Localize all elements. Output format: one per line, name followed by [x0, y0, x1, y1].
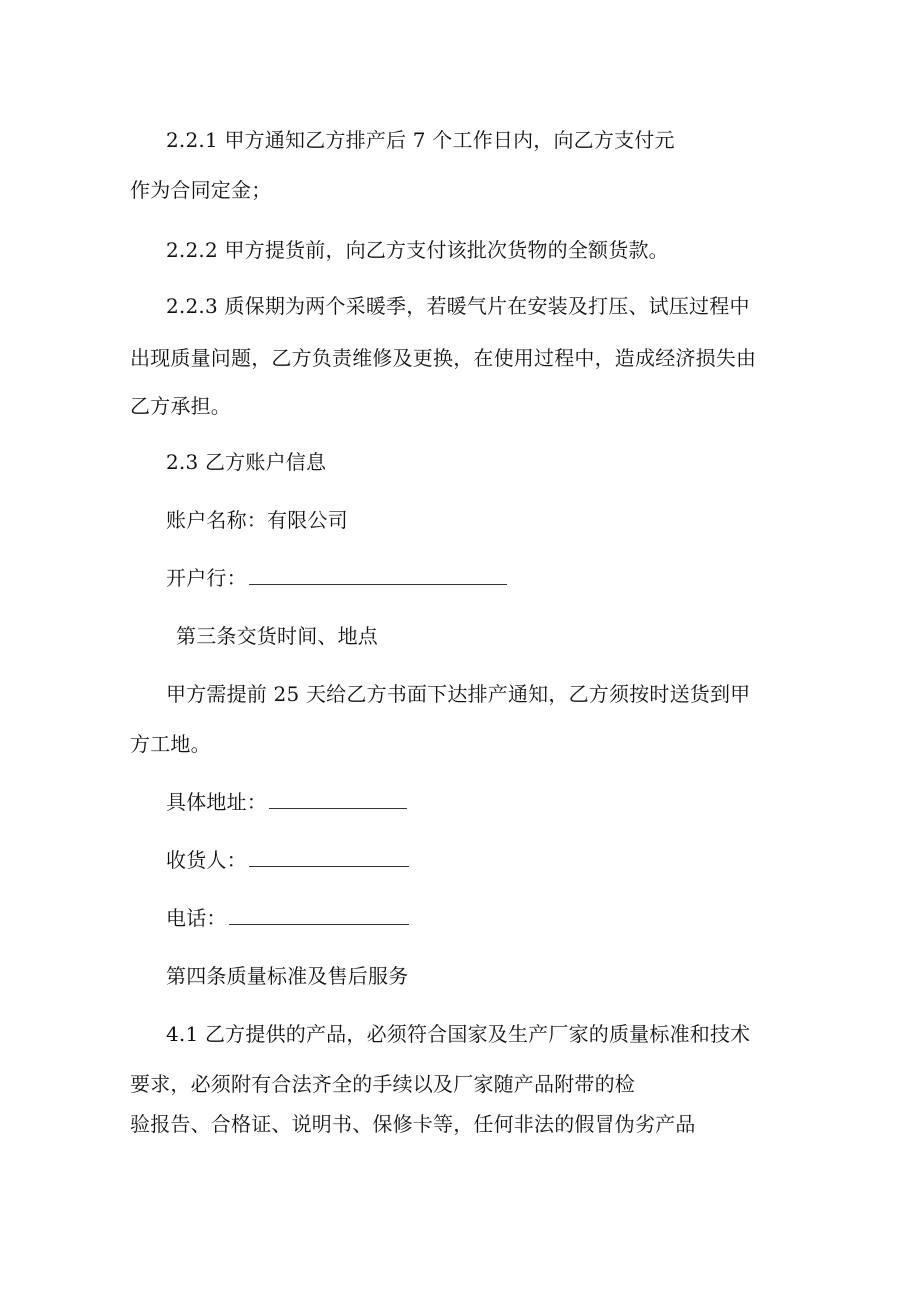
article-3-title: 第三条交货时间、地点 [176, 624, 378, 648]
clause-2-2-1-line1: 2.2.1 甲方通知乙方排产后 7 个工作日内，向乙方支付元 [166, 128, 675, 152]
clause-4-1-line3: 验报告、合格证、说明书、保修卡等，任何非法的假冒伪劣产品 [130, 1112, 696, 1136]
clause-2-2-3-line3: 乙方承担。 [130, 394, 231, 418]
bank-blank-line [249, 566, 507, 585]
clause-2-2-2: 2.2.2 甲方提货前，向乙方支付该批次货物的全额货款。 [166, 238, 669, 262]
address-blank-line [269, 790, 407, 809]
clause-2-2-3-line2: 出现质量问题，乙方负责维修及更换，在使用过程中，造成经济损失由 [130, 346, 757, 370]
phone-blank-line [229, 906, 409, 925]
receiver-blank-line [249, 848, 409, 867]
receiver-label: 收货人： [166, 848, 247, 872]
clause-4-1-line2: 要求，必须附有合法齐全的手续以及厂家随产品附带的检 [130, 1072, 635, 1096]
phone-label: 电话： [166, 906, 227, 930]
clause-2-2-1-line2: 作为合同定金； [130, 178, 272, 202]
article-4-title: 第四条质量标准及售后服务 [166, 964, 409, 988]
address-label: 具体地址： [166, 790, 267, 814]
clause-2-3-heading: 2.3 乙方账户信息 [166, 450, 327, 474]
article-3-text-line1: 甲方需提前 25 天给乙方书面下达排产通知，乙方须按时送货到甲 [166, 682, 751, 706]
article-3-text-line2: 方工地。 [130, 732, 211, 756]
clause-4-1-line1: 4.1 乙方提供的产品，必须符合国家及生产厂家的质量标准和技术 [166, 1022, 751, 1046]
address-row [166, 788, 407, 816]
bank-label: 开户行： [166, 566, 247, 590]
receiver-row [166, 846, 409, 874]
bank-row [166, 564, 507, 592]
phone-row [166, 904, 409, 932]
account-name: 账户名称：有限公司 [166, 508, 348, 532]
clause-2-2-3-line1: 2.2.3 质保期为两个采暖季，若暖气片在安装及打压、试压过程中 [166, 294, 750, 318]
